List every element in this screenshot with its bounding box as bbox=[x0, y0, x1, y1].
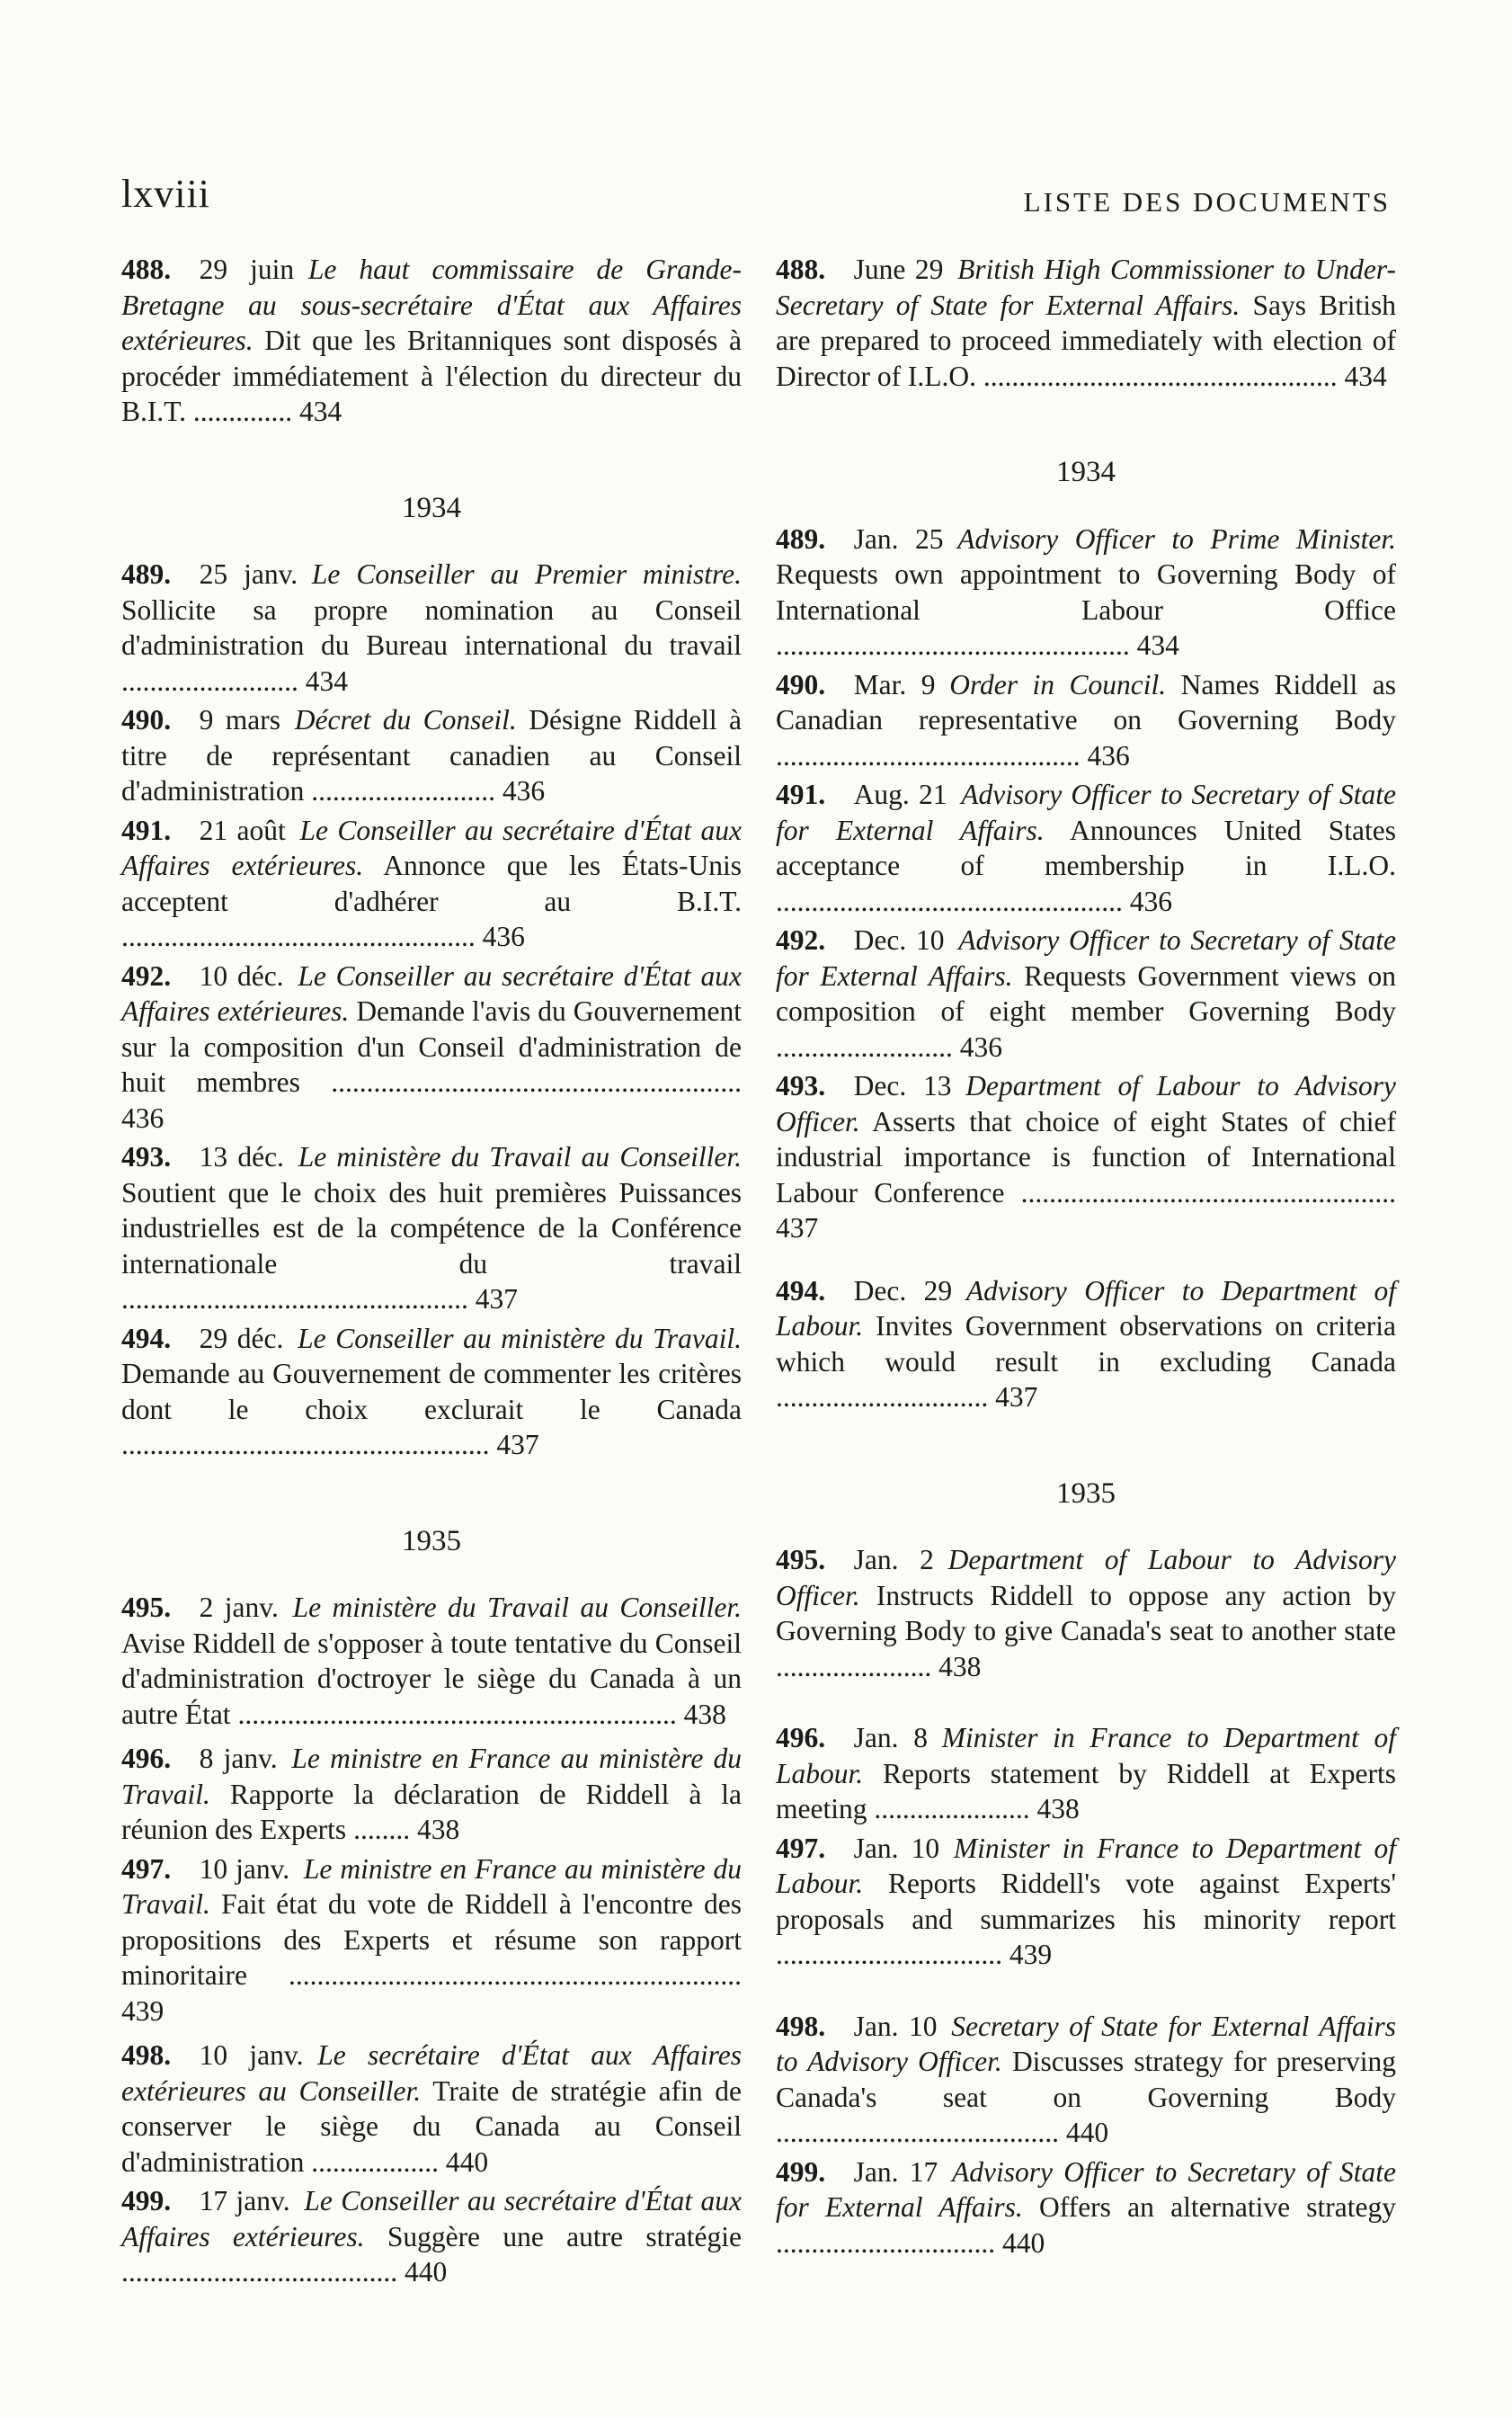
page-number: lxviii bbox=[121, 172, 210, 216]
year-heading: 1934 bbox=[402, 491, 461, 524]
page-reference: 434 bbox=[305, 664, 348, 697]
document-number: 491. bbox=[121, 814, 172, 846]
leader-dots: .............................. bbox=[776, 1381, 989, 1413]
leader-dots: .................................................. bbox=[121, 921, 476, 952]
document-entry bbox=[776, 777, 1396, 919]
page-reference: 440 bbox=[405, 2256, 448, 2288]
document-number: 497. bbox=[776, 1832, 826, 1864]
running-title: LISTE DES DOCUMENTS bbox=[1023, 186, 1391, 218]
document-number: 494. bbox=[776, 1274, 826, 1307]
document-summary: Annonce que les États-Unis acceptent d'adhérer au B.I.T. bbox=[121, 850, 743, 917]
leader-dots: .................. bbox=[304, 2145, 440, 2178]
document-date: 10 janv. bbox=[199, 1852, 290, 1885]
page-reference: 440 bbox=[1002, 2226, 1045, 2259]
english-column bbox=[776, 252, 1396, 2261]
leader-dots: .............. bbox=[186, 396, 293, 427]
document-number: 493. bbox=[121, 1141, 172, 1173]
document-entry bbox=[121, 2183, 742, 2290]
document-title: Le Conseiller au Premier ministre. bbox=[311, 558, 742, 590]
page-reference: 437 bbox=[776, 1212, 819, 1244]
leader-dots: ................................................................ bbox=[246, 1959, 742, 1991]
document-entry bbox=[776, 1273, 1396, 1415]
document-title: Secretary of State for External Affairs to Advisory Officer. bbox=[776, 2010, 1396, 2077]
page-reference: 434 bbox=[299, 396, 342, 427]
leader-dots: ......................... bbox=[776, 1030, 953, 1063]
document-entry bbox=[121, 557, 742, 699]
page-reference: 437 bbox=[995, 1381, 1038, 1413]
document-date: 29 déc. bbox=[199, 1322, 284, 1354]
document-entry bbox=[121, 702, 742, 809]
page-reference: 438 bbox=[683, 1698, 726, 1730]
document-number: 489. bbox=[121, 558, 172, 590]
document-entry bbox=[121, 252, 742, 430]
document-summary: Demande au Gouvernement de commenter les critères dont le choix exclurait le Canada bbox=[121, 1358, 742, 1425]
document-date: Dec. 29 bbox=[853, 1274, 953, 1307]
document-entry bbox=[121, 1139, 742, 1317]
document-title: Department of Labour to Advisory Officer. bbox=[776, 1070, 1397, 1137]
leader-dots: .................................................. bbox=[976, 360, 1338, 392]
leader-dots: ................................ bbox=[776, 1939, 1002, 1970]
document-title: Order in Council. bbox=[949, 668, 1167, 700]
document-number: 495. bbox=[776, 1544, 826, 1575]
page-reference: 436 bbox=[959, 1030, 1002, 1063]
page-reference: 438 bbox=[1036, 1793, 1080, 1824]
document-summary: Instructs Riddell to oppose any action by Governing Body to give Canada's seat to another state bbox=[776, 1579, 1397, 1646]
document-date: Jan. 2 bbox=[853, 1544, 934, 1575]
document-number: 490. bbox=[121, 704, 172, 736]
document-number: 498. bbox=[121, 2039, 172, 2071]
document-summary: Asserts that choice of eight States of chief industrial importance is function of International Labour Conference bbox=[776, 1105, 1397, 1208]
french-column bbox=[121, 252, 742, 2290]
document-number: 489. bbox=[776, 522, 826, 555]
document-number: 492. bbox=[776, 924, 826, 956]
year-heading: 1935 bbox=[402, 1524, 461, 1557]
document-entry bbox=[121, 1741, 742, 1848]
document-summary: Désigne Riddell à titre de représentant canadien au Conseil d'administration bbox=[121, 704, 743, 807]
document-date: Aug. 21 bbox=[853, 779, 947, 810]
document-summary: Reports statement by Riddell at Experts meeting bbox=[776, 1757, 1397, 1824]
document-date: 9 mars bbox=[199, 704, 281, 736]
document-date: June 29 bbox=[853, 254, 944, 285]
document-summary: Reports Riddell's vote against Experts' proposals and summarizes his minority report bbox=[776, 1868, 1397, 1935]
document-entry bbox=[121, 1321, 742, 1463]
document-summary: Announces United States acceptance of membership in I.L.O. bbox=[776, 814, 1397, 881]
document-number: 497. bbox=[121, 1852, 172, 1885]
document-date: Jan. 10 bbox=[853, 2010, 938, 2042]
document-title: Advisory Officer to Secretary of State for External Affairs. bbox=[776, 924, 1396, 992]
document-number: 493. bbox=[776, 1070, 826, 1101]
document-date: 21 août bbox=[199, 814, 286, 846]
document-title: Advisory Officer to Secretary of State for External Affairs. bbox=[776, 779, 1396, 846]
document-entry bbox=[776, 2009, 1396, 2151]
leader-dots: .......................................................... bbox=[299, 1066, 742, 1098]
document-date: Dec. 13 bbox=[853, 1070, 952, 1101]
document-summary: Avise Riddell de s'opposer à toute tentative du Conseil d'administration d'octroyer le siège du Canada à un autre État bbox=[121, 1627, 742, 1730]
document-title: Advisory Officer to Department of Labour. bbox=[776, 1274, 1397, 1342]
document-title: Le Conseiller au ministère du Travail. bbox=[298, 1322, 742, 1354]
document-entry bbox=[121, 813, 742, 955]
document-title: Le ministère du Travail au Conseiller. bbox=[292, 1592, 743, 1623]
year-heading: 1935 bbox=[1056, 1476, 1116, 1510]
document-title: Le haut commissaire de Grande-Bretagne au sous-secrétaire d'État aux Affaires extérieures. bbox=[121, 254, 742, 356]
page-reference: 436 bbox=[1129, 885, 1172, 917]
document-entry bbox=[776, 923, 1396, 1065]
page-reference: 437 bbox=[496, 1429, 539, 1460]
document-number: 491. bbox=[776, 779, 826, 810]
page-reference: 439 bbox=[1009, 1939, 1053, 1970]
leader-dots: ..................................................... bbox=[1004, 1176, 1396, 1208]
document-summary: Soutient que le choix des huit premières Puissances industrielles est de la compétence de la Conférence internationale du travail bbox=[121, 1176, 742, 1280]
leader-dots: .................................................... bbox=[121, 1429, 490, 1460]
document-entry bbox=[776, 2154, 1396, 2261]
document-date: 8 janv. bbox=[199, 1743, 278, 1774]
document-entry bbox=[776, 252, 1396, 394]
document-summary: Fait état du vote de Riddell à l'encontre des propositions des Experts et résume son rapport minoritaire bbox=[121, 1888, 743, 1991]
document-date: 2 janv. bbox=[199, 1592, 279, 1623]
document-date: Dec. 10 bbox=[853, 924, 945, 956]
document-title: Advisory Officer to Secretary of State for External Affairs. bbox=[776, 2155, 1396, 2223]
page-reference: 439 bbox=[121, 1994, 165, 2027]
page-reference: 438 bbox=[416, 1814, 460, 1845]
document-date: Mar. 9 bbox=[853, 668, 936, 700]
document-date: Jan. 8 bbox=[853, 1722, 928, 1753]
document-title: Le ministère du Travail au Conseiller. bbox=[298, 1141, 742, 1173]
document-date: Jan. 25 bbox=[853, 522, 944, 555]
page-reference: 434 bbox=[1344, 360, 1387, 392]
leader-dots: ......................... bbox=[121, 664, 298, 697]
document-title: Advisory Officer to Prime Minister. bbox=[957, 522, 1396, 555]
document-title: British High Commissioner to Under-Secretary of State for External Affairs. bbox=[776, 254, 1396, 321]
document-entry bbox=[776, 1068, 1396, 1246]
page-reference: 436 bbox=[482, 921, 525, 952]
document-date: 29 juin bbox=[199, 254, 295, 285]
document-title: Le secrétaire d'État aux Affaires extérieures au Conseiller. bbox=[121, 2039, 742, 2107]
page-reference: 438 bbox=[938, 1650, 982, 1682]
leader-dots: ...................... bbox=[776, 1650, 932, 1682]
page-reference: 440 bbox=[1065, 2117, 1109, 2148]
document-summary: Names Riddell as Canadian representative on Governing Body bbox=[776, 668, 1397, 736]
document-title: Décret du Conseil. bbox=[294, 704, 517, 736]
page-reference: 436 bbox=[502, 775, 546, 807]
document-date: Jan. 10 bbox=[853, 1832, 940, 1864]
document-number: 495. bbox=[121, 1592, 172, 1623]
page-reference: 434 bbox=[1136, 629, 1179, 661]
page-reference: 440 bbox=[445, 2145, 489, 2178]
document-summary: Invites Government observations on criteria which would result in excluding Canada bbox=[776, 1310, 1397, 1378]
document-entry bbox=[776, 667, 1396, 774]
document-entry bbox=[776, 1720, 1396, 1827]
document-number: 496. bbox=[121, 1743, 172, 1774]
document-title: Le Conseiller au secrétaire d'État aux Affaires extérieures. bbox=[121, 2185, 743, 2252]
document-title: Le ministre en France au ministère du Travail. bbox=[121, 1852, 743, 1920]
document-title: Minister in France to Department of Labour. bbox=[776, 1832, 1396, 1899]
document-date: 17 janv. bbox=[199, 2185, 290, 2216]
document-entry bbox=[121, 2038, 742, 2180]
leader-dots: .................................................. bbox=[776, 629, 1130, 661]
document-entry bbox=[776, 1831, 1396, 1973]
document-number: 499. bbox=[776, 2155, 826, 2188]
document-summary: Sollicite sa propre nomination au Conseil d'administration du Bureau international du travail bbox=[121, 593, 742, 661]
document-title: Le Conseiller au secrétaire d'État aux Affaires extérieures. bbox=[121, 959, 742, 1027]
leader-dots: ........................................... bbox=[776, 739, 1081, 771]
document-summary: Offers an alternative strategy bbox=[1039, 2191, 1397, 2223]
document-entry bbox=[121, 1590, 742, 1732]
leader-dots: .............................................................. bbox=[230, 1698, 677, 1730]
document-summary: Suggère une autre stratégie bbox=[387, 2220, 743, 2252]
document-title: Le Conseiller au secrétaire d'État aux Affaires extérieures. bbox=[121, 814, 743, 881]
document-summary: Demande l'avis du Gouvernement sur la composition d'un Conseil d'administration de huit membres bbox=[121, 995, 742, 1098]
year-heading: 1934 bbox=[1056, 456, 1116, 488]
document-number: 494. bbox=[121, 1322, 172, 1354]
document-entry bbox=[776, 522, 1396, 664]
document-number: 490. bbox=[776, 668, 826, 700]
document-summary: Traite de stratégie afin de conserver le siège du Canada au Conseil d'administration bbox=[121, 2074, 742, 2178]
document-date: 10 déc. bbox=[199, 959, 284, 992]
leader-dots: ............................... bbox=[776, 2226, 996, 2259]
leader-dots: ................................................. bbox=[776, 885, 1123, 917]
page-reference: 437 bbox=[475, 1283, 518, 1315]
document-number: 499. bbox=[121, 2185, 172, 2216]
leader-dots: ........................................ bbox=[776, 2117, 1059, 2148]
document-date: Jan. 17 bbox=[853, 2155, 938, 2188]
document-number: 492. bbox=[121, 959, 172, 992]
document-summary: Requests own appointment to Governing Body of International Labour Office bbox=[776, 558, 1396, 626]
document-date: 10 janv. bbox=[199, 2039, 304, 2071]
document-summary: Rapporte la déclaration de Riddell à la réunion des Experts bbox=[121, 1778, 742, 1845]
page-reference: 436 bbox=[121, 1101, 165, 1134]
document-date: 13 déc. bbox=[199, 1141, 284, 1173]
leader-dots: ................................................. bbox=[121, 1283, 468, 1315]
document-title: Le ministre en France au ministère du Travail. bbox=[121, 1743, 743, 1810]
document-summary: Requests Government views on composition of eight member Governing Body bbox=[776, 959, 1397, 1027]
document-number: 488. bbox=[776, 254, 826, 285]
document-summary: Says British are prepared to proceed immediately with election of Director of I.L.O. bbox=[776, 289, 1396, 392]
document-summary: Discusses strategy for preserving Canada's seat on Governing Body bbox=[776, 2046, 1396, 2113]
leader-dots: ........ bbox=[346, 1814, 411, 1845]
document-number: 496. bbox=[776, 1722, 826, 1753]
leader-dots: ...................... bbox=[867, 1793, 1030, 1824]
page-reference: 436 bbox=[1087, 739, 1130, 771]
document-entry bbox=[121, 1851, 742, 2029]
document-entry bbox=[121, 959, 742, 1137]
document-entry bbox=[776, 1542, 1396, 1684]
leader-dots: ....................................... bbox=[121, 2256, 398, 2288]
document-number: 498. bbox=[776, 2010, 826, 2042]
document-summary: Dit que les Britanniques sont disposés à procéder immédiatement à l'élection du directeur du B.I.T. bbox=[121, 325, 743, 427]
leader-dots: .......................... bbox=[304, 775, 496, 807]
document-title: Department of Labour to Advisory Officer. bbox=[776, 1544, 1397, 1611]
document-date: 25 janv. bbox=[199, 558, 298, 590]
document-number: 488. bbox=[121, 254, 172, 285]
document-title: Minister in France to Department of Labour. bbox=[776, 1722, 1396, 1789]
